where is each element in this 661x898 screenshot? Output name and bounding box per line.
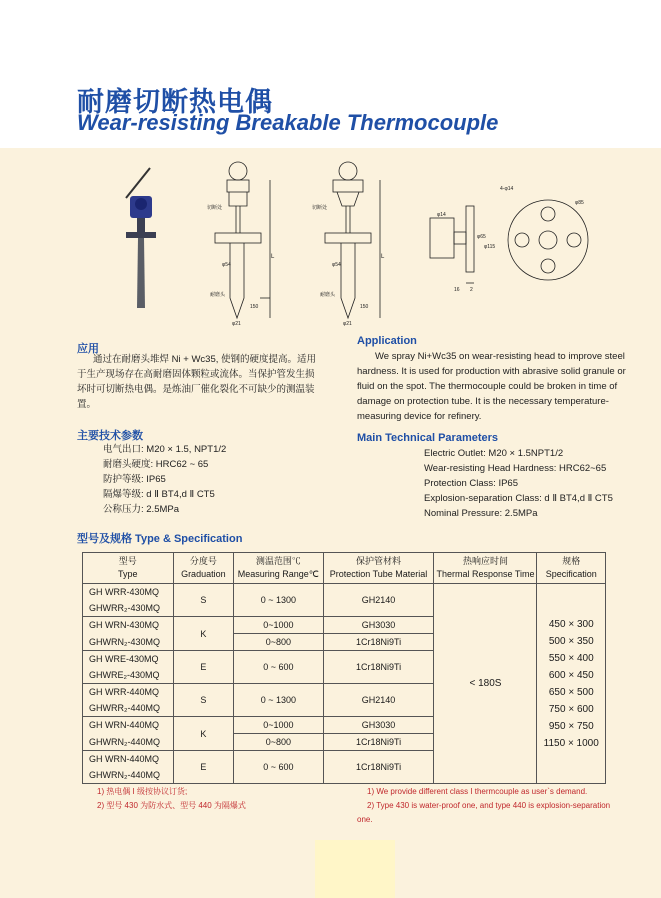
header-range: 测温范围℃ Measuring Range℃ bbox=[234, 553, 323, 584]
spec-value: 550 × 400 bbox=[548, 652, 594, 664]
header-type: 型号 Type bbox=[83, 553, 174, 584]
spec-value: 500 × 350 bbox=[548, 635, 594, 647]
fig-label: 16 bbox=[454, 287, 460, 293]
thermocouple-photo bbox=[126, 168, 156, 308]
graduation-cell: E bbox=[173, 751, 234, 784]
application-en-line: hardness. It is used for production with abrasive solid granule or bbox=[357, 366, 626, 377]
technical-drawings bbox=[120, 158, 640, 333]
spec-heading: 型号及规格 Type & Specification bbox=[77, 533, 243, 545]
note-cn-line: 1) 热电偶 I 级按协议订货; bbox=[97, 787, 188, 796]
range-cell: 0 ~ 1300 bbox=[234, 684, 323, 717]
fig-label: φ14 bbox=[437, 212, 446, 218]
material-cell: GH3030 bbox=[323, 617, 434, 634]
header-graduation: 分度号 Graduation bbox=[173, 553, 234, 584]
range-cell: 0 ~ 1300 bbox=[234, 584, 323, 617]
spec-value: 950 × 750 bbox=[548, 720, 594, 732]
application-en-line: fluid on the spot. The thermocouple could be broken in time of bbox=[357, 381, 618, 392]
application-cn-line: 坏时可切断热电偶。是炼油厂催化裂化不可缺少的测温装 bbox=[77, 384, 315, 395]
params-cn-list bbox=[103, 442, 226, 517]
fig-label: 耐磨头 bbox=[210, 292, 226, 298]
material-cell: GH3030 bbox=[323, 717, 434, 734]
application-en-line: measuring device for refinery. bbox=[357, 411, 482, 422]
type-cell: GH WRN-430MQ bbox=[83, 617, 174, 634]
fig-label: 切断处 bbox=[207, 205, 223, 211]
notes-cn bbox=[97, 785, 246, 813]
type-cell: GH WRR-430MQ bbox=[83, 584, 174, 601]
note-en-line: one. bbox=[357, 815, 373, 824]
application-cn-line: 通过在耐磨头堆焊 Ni + Wc35, 使钢的硬度提高。适用 bbox=[93, 354, 317, 365]
material-cell: 1Cr18Ni9Ti bbox=[323, 734, 434, 751]
param-en-item: Nominal Pressure: 2.5MPa bbox=[424, 508, 538, 519]
notes-en bbox=[357, 785, 627, 827]
graduation-cell: S bbox=[173, 684, 234, 717]
fig-label: 150 bbox=[250, 304, 259, 310]
param-en-item: Electric Outlet: M20 × 1.5NPT1/2 bbox=[424, 448, 564, 459]
material-cell: 1Cr18Ni9Ti bbox=[323, 651, 434, 684]
fig-label: 2 bbox=[470, 287, 473, 293]
type-cell: GHWRN₂-440MQ bbox=[83, 767, 174, 784]
fig-label: φ65 bbox=[477, 234, 486, 240]
params-en-list bbox=[424, 446, 613, 521]
material-cell: GH2140 bbox=[323, 584, 434, 617]
header-specification: 规格 Specification bbox=[537, 553, 606, 584]
type-cell: GHWRR₂-430MQ bbox=[83, 600, 174, 617]
type-cell: GHWRN₂-440MQ bbox=[83, 734, 174, 751]
fig-label: 150 bbox=[360, 304, 369, 310]
range-cell: 0~1000 bbox=[234, 717, 323, 734]
type-cell: GH WRN-440MQ bbox=[83, 751, 174, 768]
param-cn-item: 隔爆等级: d Ⅱ BT4,d Ⅱ CT5 bbox=[103, 489, 215, 500]
spec-value: 750 × 600 bbox=[548, 703, 594, 715]
graduation-cell: E bbox=[173, 651, 234, 684]
fig-label: L bbox=[381, 254, 385, 260]
fig-label: φ21 bbox=[343, 321, 352, 327]
spec-value: 1150 × 1000 bbox=[543, 737, 599, 749]
table-row bbox=[83, 584, 606, 601]
range-cell: 0 ~ 600 bbox=[234, 651, 323, 684]
params-en-heading: Main Technical Parameters bbox=[357, 432, 499, 444]
param-cn-item: 公称压力: 2.5MPa bbox=[103, 504, 180, 515]
application-en-line: damage on protection tube. It is the necessary temperature- bbox=[357, 396, 609, 407]
spec-table bbox=[82, 552, 606, 784]
param-en-item: Wear-resisting Head Hardness: HRC62~65 bbox=[424, 463, 607, 474]
material-cell: GH2140 bbox=[323, 684, 434, 717]
range-cell: 0~1000 bbox=[234, 617, 323, 634]
type-cell: GH WRE-430MQ bbox=[83, 651, 174, 668]
application-en-line: We spray Ni+Wc35 on wear-resisting head to improve steel bbox=[375, 351, 625, 362]
note-cn-line: 2) 型号 430 为防水式、型号 440 为隔爆式 bbox=[97, 801, 246, 810]
response-cell: < 180S bbox=[434, 584, 537, 784]
type-cell: GHWRR₂-440MQ bbox=[83, 700, 174, 717]
decorative-block bbox=[315, 840, 395, 898]
material-cell: 1Cr18Ni9Ti bbox=[323, 751, 434, 784]
fig-label: φ54 bbox=[332, 262, 341, 268]
fig-label: 耐磨头 bbox=[320, 292, 336, 298]
fig-label: φ85 bbox=[575, 200, 584, 206]
graduation-cell: S bbox=[173, 584, 234, 617]
param-en-item: Explosion-separation Class: d Ⅱ BT4,d Ⅱ CT5 bbox=[424, 493, 613, 504]
application-cn-body bbox=[77, 352, 332, 412]
params-cn-heading: 主要技术参数 bbox=[77, 430, 143, 442]
type-cell: GHWRN₂-430MQ bbox=[83, 634, 174, 651]
graduation-cell: K bbox=[173, 717, 234, 751]
graduation-cell: K bbox=[173, 617, 234, 651]
range-cell: 0~800 bbox=[234, 634, 323, 651]
specification-cell bbox=[537, 584, 606, 784]
header-response: 热响应时间 Thermal Response Time bbox=[434, 553, 537, 584]
type-cell: GHWRE₂-430MQ bbox=[83, 667, 174, 684]
fig-label: φ115 bbox=[484, 244, 496, 250]
param-en-item: Protection Class: IP65 bbox=[424, 478, 518, 489]
type-cell: GH WRN-440MQ bbox=[83, 717, 174, 734]
application-cn-line: 于生产现场存在高耐磨固体颗粒或流体。当保护管发生损 bbox=[77, 369, 315, 380]
material-cell: 1Cr18Ni9Ti bbox=[323, 634, 434, 651]
application-en-body bbox=[357, 349, 629, 424]
table-header-row bbox=[83, 553, 606, 584]
param-cn-item: 防护等级: IP65 bbox=[103, 474, 166, 485]
fig-label: φ21 bbox=[232, 321, 241, 327]
spec-value: 450 × 300 bbox=[548, 618, 594, 630]
fig-label: 切断处 bbox=[312, 205, 328, 211]
note-en-line: 2) Type 430 is water-proof one, and type 440 is explosion-separation bbox=[367, 801, 611, 810]
drawing-4 bbox=[508, 200, 588, 280]
note-en-line: 1) We provide different class I thermcouple as user`s demand. bbox=[367, 787, 588, 796]
header-material: 保护管材料 Protection Tube Material bbox=[323, 553, 434, 584]
application-cn-line: 置。 bbox=[77, 399, 97, 410]
spec-value: 650 × 500 bbox=[548, 686, 594, 698]
fig-label: φ54 bbox=[222, 262, 231, 268]
range-cell: 0~800 bbox=[234, 734, 323, 751]
title-cn: 耐磨切断热电偶 bbox=[77, 87, 273, 117]
fig-label: L bbox=[271, 254, 275, 260]
type-cell: GH WRR-440MQ bbox=[83, 684, 174, 701]
fig-label: 4-φ14 bbox=[500, 186, 514, 192]
title-en: Wear-resisting Breakable Thermocouple bbox=[77, 110, 499, 135]
spec-value: 600 × 450 bbox=[548, 669, 594, 681]
range-cell: 0 ~ 600 bbox=[234, 751, 323, 784]
application-cn-heading: 应用 bbox=[77, 343, 99, 355]
param-cn-item: 耐磨头硬度: HRC62 ~ 65 bbox=[103, 459, 209, 470]
param-cn-item: 电气出口: M20 × 1.5, NPT1/2 bbox=[103, 444, 227, 455]
application-en-heading: Application bbox=[357, 335, 417, 347]
